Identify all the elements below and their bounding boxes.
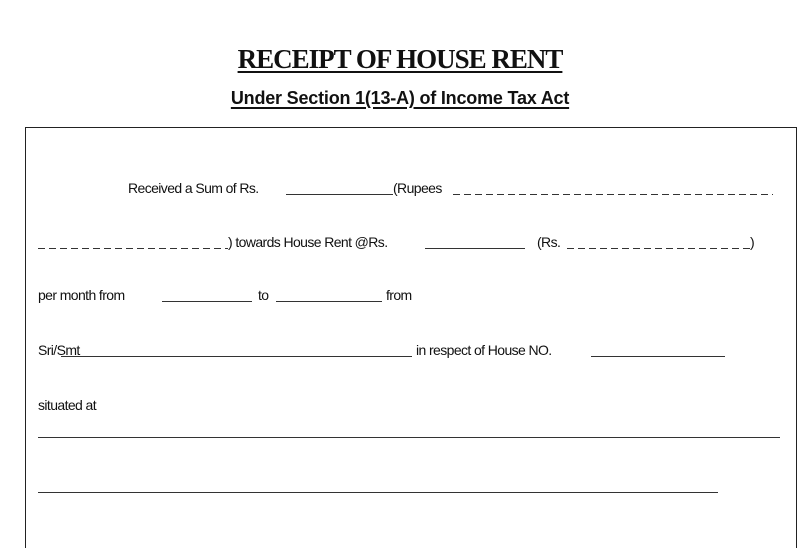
towards-label: ) towards House Rent @Rs. xyxy=(228,234,388,250)
situated-label: situated at xyxy=(38,397,96,413)
name-blank xyxy=(61,356,412,357)
received-label: Received a Sum of Rs. xyxy=(128,180,259,196)
to-label: to xyxy=(258,287,269,303)
from-date-blank xyxy=(162,301,252,302)
close-paren: ) xyxy=(750,234,755,250)
page-subtitle xyxy=(0,88,800,109)
sri-smt-label: Sri/Smt xyxy=(38,342,80,358)
address-blank-line-2 xyxy=(38,492,718,493)
to-date-blank xyxy=(276,301,382,302)
amount-blank xyxy=(286,194,393,195)
subtitle-text: Under Section 1(13-A) of Income Tax Act xyxy=(230,88,570,108)
title-text: RECEIPT OF HOUSE RENT xyxy=(237,44,563,74)
rs-label: (Rs. xyxy=(537,234,561,250)
house-no-blank xyxy=(591,356,725,357)
rate-words-blank xyxy=(567,248,750,249)
address-blank-line-1 xyxy=(38,437,780,438)
per-month-label: per month from xyxy=(38,287,125,303)
house-no-label: in respect of House NO. xyxy=(416,342,552,358)
rupees-words-blank xyxy=(453,194,773,195)
from-label: from xyxy=(386,287,412,303)
rupees-label: (Rupees xyxy=(393,180,442,196)
page-title xyxy=(0,44,800,75)
rate-blank xyxy=(425,248,525,249)
rupees-words-blank-cont xyxy=(38,248,228,249)
